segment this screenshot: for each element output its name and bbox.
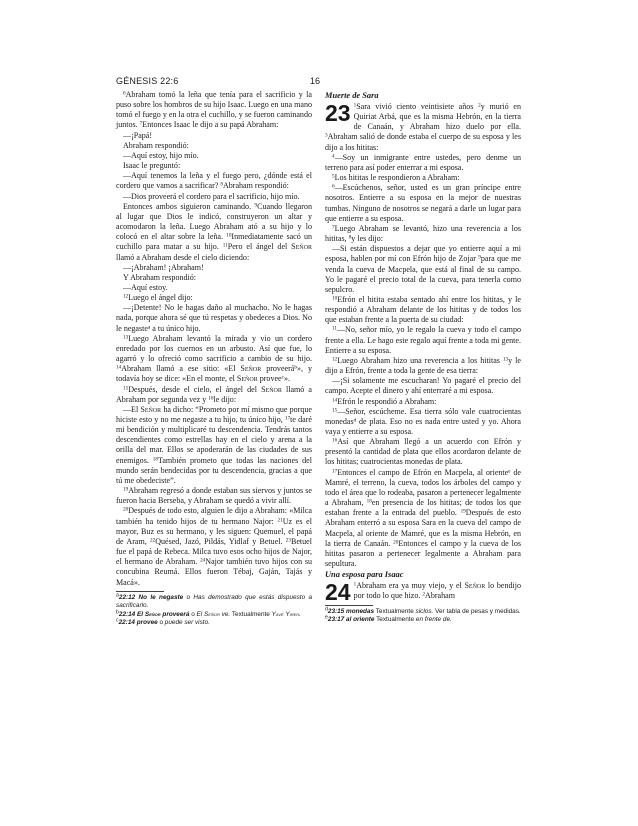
paragraph: —Aquí tenemos la leña y el fuego pero, ¿dónde está el cordero que vamos a sacrificar? $^8$Abraham respondió:	[116, 171, 312, 191]
paragraph: $^{14}$Efrón le respondió a Abraham:	[332, 396, 437, 406]
verse-24-1: $^1$Abraham era ya muy viejo, y el Señor lo bendijo por todo lo que hizo. $^2$Abraham	[353, 581, 521, 601]
paragraph: $^{17}$Entonces el campo de Efrón en Macpela, al oriente$^e$ de Mamré, el terreno, la cueva, todos los árboles del campo y todo el área que lo rodeaba, pasaron a pertenecer legalmente a Abraham, $^{18}$en presencia de los hititas; de todos los que estaban frente a la entrada del pueblo. $^{19}$Después de esto Abraham enterró a su esposa Sara en la cueva del campo de Macpela, al oriente de Mamré, que es la misma Hebrón, en la tierra de Canaán. $^{20}$Entonces el campo y la cueva de los hititas pasaron a pertenecer legalmente a Abraham para sepultura.	[325, 467, 522, 569]
chapter-24-opening	[325, 579, 521, 606]
paragraph: —¡Si solamente me escucharan! Yo pagaré el precio del campo. Acepte el dinero y ahí enterraré a mi esposa.	[325, 376, 521, 396]
right-footnotes	[325, 605, 521, 625]
paragraph: $^5$Los hititas le respondieron a Abraham:	[332, 173, 460, 183]
verse-23-1: $^1$Sara vivió ciento veintisiete años $^2$y murió en Quiriat Arbá, que es la misma Hebrón, en la tierra de Canaán, y Abraham hizo duelo por ella. $^3$Abraham salió de donde estaba el cuerpo de su esposa y les dijo a los hititas:	[325, 102, 521, 152]
footnote-divider	[116, 591, 164, 592]
paragraph: $^6$Abraham tomó la leña que tenía para el sacrificio y la puso sobre los hombros de su hijo Isaac. Luego en una mano tomó el fuego y en la otra el cuchillo, y se fueron caminando juntos. $^7$Entonces Isaac le dijo a su papá Abraham:	[116, 90, 312, 130]
running-header	[116, 76, 526, 89]
bible-page	[116, 76, 526, 627]
paragraph: $^6$—Escúchenos, señor, usted es un gran príncipe entre nosotros. Entierre a su esposa en la mejor de nuestras tumbas. Ninguno de nosotros se negará a darle un lugar para que entierre a su esposa.	[325, 183, 521, 223]
paragraph: Y Abraham respondió:	[123, 272, 197, 282]
paragraph: Entonces ambos siguieron caminando. $^9$Cuando llegaron al lugar que Dios le indicó, construyeron un altar y acomodaron la leña. Luego Abraham ató a su hijo y lo colocó en el altar sobre la leña. $^{10}$Inmediatamente sacó un cuchillo para matar a su hijo. $^{11}$Pero el ángel del Señor llamó a Abraham desde el cielo diciendo:	[116, 201, 312, 262]
paragraph: $^{11}$—No, señor mío, yo le regalo la cueva y todo el campo frente a ella. Le hago este regalo aquí frente a toda mi gente. Entierre a su esposa.	[325, 325, 521, 355]
paragraph: Isaac le preguntó:	[123, 161, 181, 171]
page-number: 16	[310, 76, 321, 86]
section-heading-una-esposa-para-isaac: Una esposa para Isaac	[325, 570, 404, 580]
paragraph: $^4$—Soy un inmigrante entre ustedes, pero denme un terreno para así poder enterrar a mi esposa.	[325, 152, 521, 172]
paragraph: $^{12}$Luego el ángel dijo:	[123, 293, 193, 303]
paragraph: $^{20}$Después de todo esto, alguien le dijo a Abraham: «Milca también ha tenido hijos de tu hermano Najor: $^{21}$Uz es el mayor, Buz es su hermano, y les siguen: Quemuel, el papá de Aram, $^{22}$Quésed, Jazó, Pildás, Yidlaf y Betuel. $^{23}$Betuel fue el papá de Rebeca. Milca tuvo esos ocho hijos de Najor, el hermano de Abraham. $^{24}$Najor también tuvo hijos con su concubina Reumá. Ellos fueron Tébaj, Gaján, Tajás y Macá».	[116, 506, 313, 587]
chapter-number-23: 23	[325, 100, 351, 126]
paragraph: —Si están dispuestos a dejar que yo entierre aquí a mi esposa, hablen por mí con Efrón hijo de Zojar $^9$para que me venda la cueva de Macpela, que está al final de su campo. Yo le pagaré el precio total de la cueva, para tenerla como sepulcro.	[325, 244, 521, 294]
paragraph: —Dios proveerá el cordero para el sacrificio, hijo mío.	[123, 191, 300, 201]
paragraph: —Aquí estoy, hijo mío.	[123, 150, 199, 160]
paragraph: $^{13}$Luego Abraham levantó la mirada y vio un cordero enredado por los cuernos en un arbusto. Así que fue, lo agarró y lo ofreció como sacrificio a cambio de su hijo. $^{14}$Abraham llamó a ese sitio: «El Señor proveerá$^b$», y todavía hoy se dice: «En el monte, el Señor provee$^c$».	[116, 333, 312, 384]
right-column	[325, 90, 521, 625]
paragraph: $^{15}$Después, desde el cielo, el ángel del Señor llamó a Abraham por segunda vez y $^{16}$le dijo:	[116, 384, 313, 404]
paragraph: Abraham respondió:	[123, 140, 189, 150]
paragraph: $^{19}$Abraham regresó a donde estaban sus siervos y juntos se fueron hacia Berseba, y Abraham se quedó a vivir allí.	[116, 486, 312, 506]
footnote: $^b$22:14 El Señor proveerá o El Señor ve. Textualmente Yavé Yireh.	[116, 609, 301, 618]
footnote: $^a$22:12 No le negaste o Has demostrado que estás dispuesto a sacrificarlo.	[116, 592, 312, 610]
chapter-23-opening	[325, 102, 521, 153]
paragraph: $^{10}$Efrón el hitita estaba sentado ahí entre los hititas, y le respondió a Abraham delante de los hititas y de todos los que estaban frente a la puerta de su ciudad:	[325, 294, 521, 325]
footnote: $^e$23:17 al oriente Textualmente en frente de.	[325, 614, 452, 624]
section-heading-muerte-de-sara: Muerte de Sara	[325, 91, 379, 100]
footnote: $^c$22:14 provee o puede ser visto.	[116, 617, 210, 627]
paragraph: $^{15}$—Señor, escúcheme. Esa tierra sólo vale cuatrocientas monedas$^d$ de plata. Eso no es nada entre usted y yo. Ahora vaya y entierre a su esposa.	[325, 406, 521, 436]
left-footnotes	[116, 594, 312, 628]
paragraph: —¡Detente! No le hagas daño al muchacho. No le hagas nada, porque ahora sé que tú respetas y obedeces a Dios. No le negaste$^a$ a tu único hijo.	[116, 303, 312, 333]
paragraph: $^7$Luego Abraham se levantó, hizo una reverencia a los hititas, $^8$y les dijo:	[325, 223, 521, 244]
chapter-number-24: 24	[325, 579, 351, 606]
paragraph: $^{16}$Así que Abraham llegó a un acuerdo con Efrón y presentó la cantidad de plata que ellos acordaron delante de los hititas; cuatrocientas monedas de plata.	[325, 437, 521, 467]
paragraph: $^{12}$Luego Abraham hizo una reverencia a los hititas $^{13}$y le dijo a Efrón, frente a toda la gente de esa tierra:	[325, 355, 521, 376]
left-column	[116, 90, 312, 628]
paragraph: —Aquí estoy.	[123, 282, 168, 292]
book-chapter-reference: GÉNESIS 22:6	[116, 76, 179, 86]
genesis-23-text	[325, 153, 521, 569]
paragraph: —El Señor ha dicho: “Prometo por mí mismo que porque hiciste esto y no me negaste a tu hijo, tu único hijo, $^{17}$te daré mi bendición y multiplicaré tu descendencia. Tendrás tantos descendientes como estrellas hay en el cielo y arena a la orilla del mar. Ellos se apoderarán de las ciudades de sus enemigos. $^{18}$También prometo que todas las naciones del mundo serán bendecidas por tu descendencia, gracias a que tú me obedeciste”.	[116, 404, 312, 485]
paragraph: —¡Abraham! ¡Abraham!	[123, 262, 204, 272]
footnote: $^d$23:15 monedas Textualmente siclos. Ver tabla de pesas y medidas.	[325, 605, 521, 615]
paragraph: —¡Papá!	[123, 130, 153, 140]
genesis-22-text	[116, 90, 312, 588]
